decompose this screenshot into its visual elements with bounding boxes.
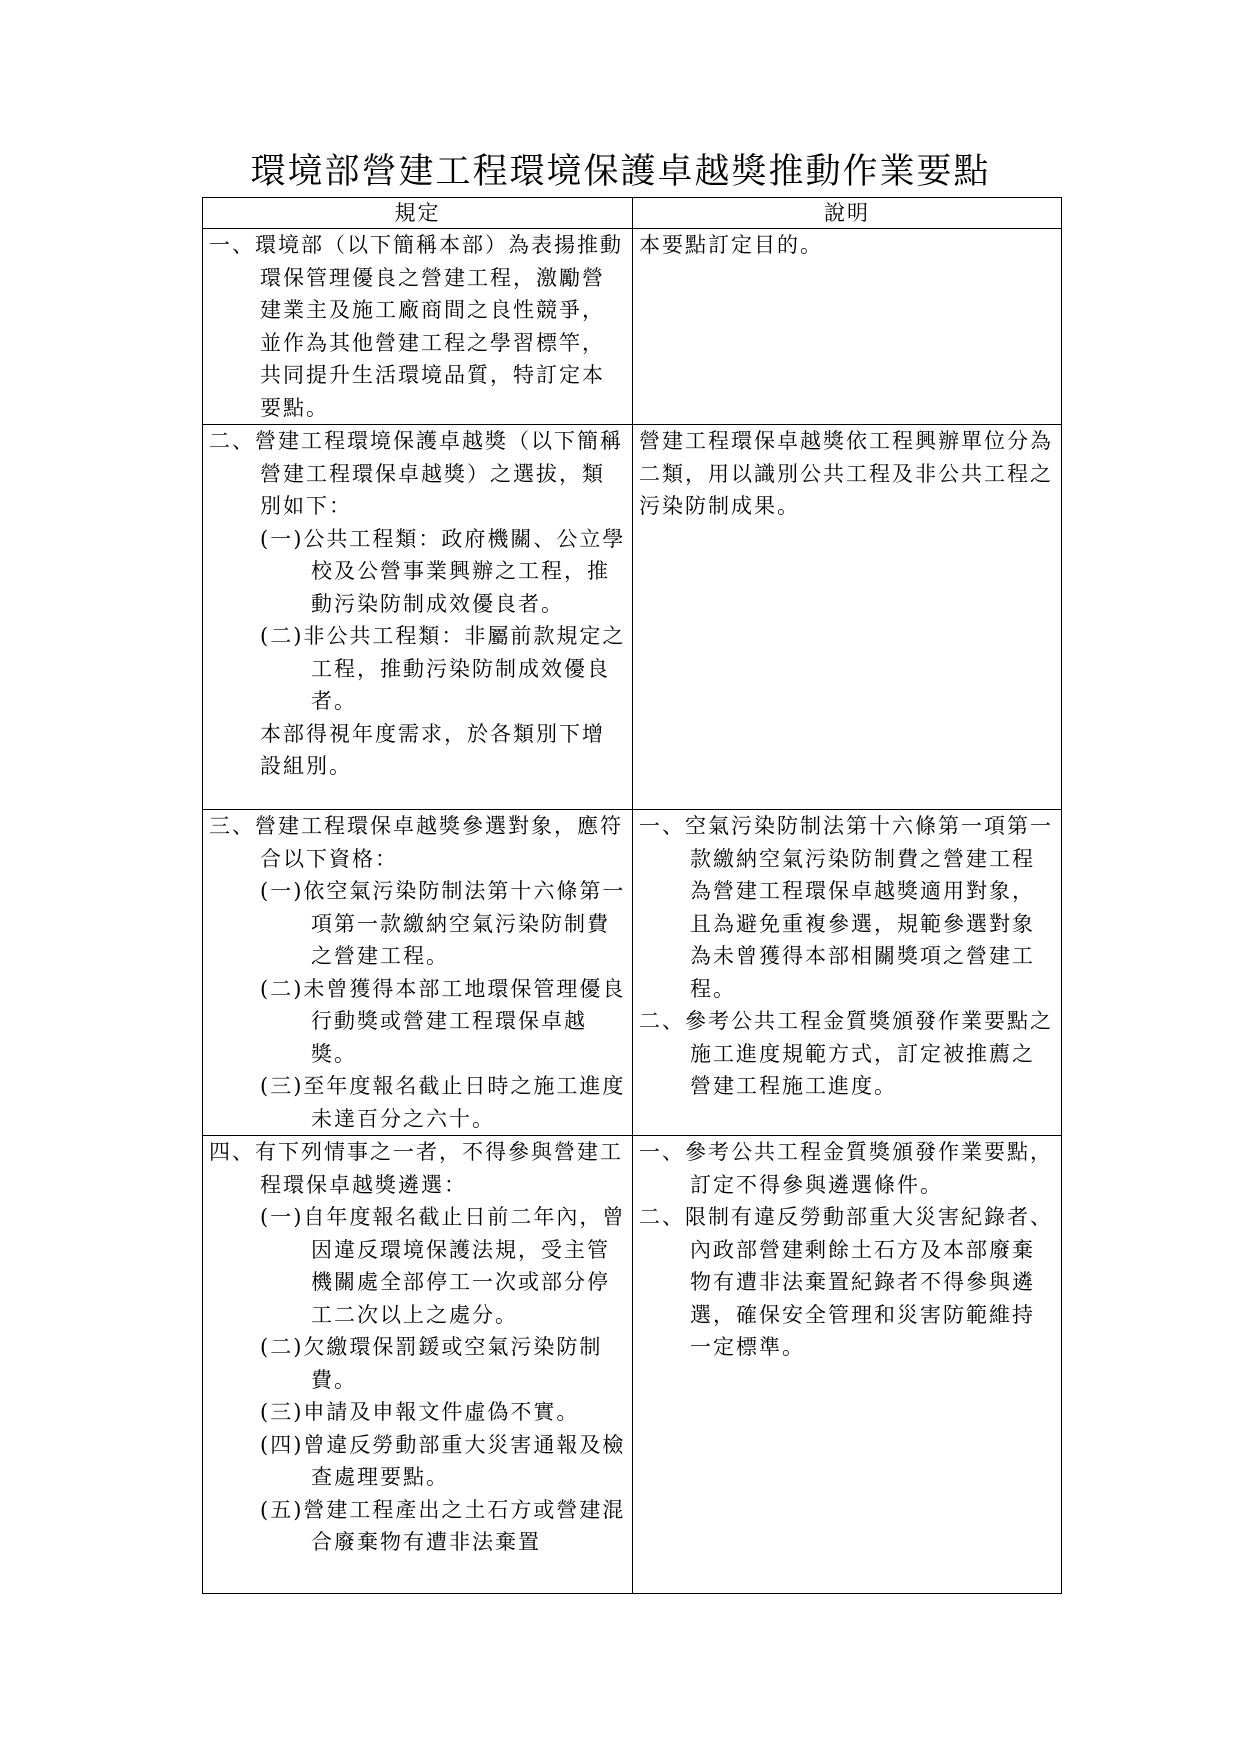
rule-paragraph: (二)非公共工程類：非屬前款規定之工程，推動污染防制成效優良者。: [260, 624, 626, 713]
explanation-paragraph: 二、限制有違反勞動部重大災害紀錄者、內政部營建剩餘土石方及本部廢棄物有遭非法棄置紀錄者不得參與遴選，確保安全管理和災害防範維持一定標準。: [639, 1205, 1053, 1359]
document-title: 環境部營建工程環境保護卓越獎推動作業要點: [250, 152, 991, 192]
rule-paragraph: (三)至年度報名截止日時之施工進度未達百分之六十。: [260, 1074, 626, 1131]
rule-paragraph: 四、有下列情事之一者，不得參與營建工程環保卓越獎遴選：: [209, 1140, 623, 1197]
explanation-cell: [633, 229, 1062, 425]
table-row: [203, 425, 1062, 810]
rule-cell: [203, 425, 633, 810]
rule-paragraph: (二)欠繳環保罰鍰或空氣污染防制費。: [260, 1335, 603, 1392]
table-header-row: [203, 198, 1062, 229]
header-rule: 規定: [203, 198, 633, 229]
rule-paragraph: 本部得視年度需求，於各類別下增設組別。: [260, 721, 605, 778]
table-row: [203, 229, 1062, 425]
rule-paragraph: 二、營建工程環境保護卓越獎（以下簡稱營建工程環保卓越獎）之選拔，類別如下：: [209, 429, 623, 518]
explanation-paragraph: 本要點訂定目的。: [639, 233, 823, 257]
explanation-paragraph: 一、空氣污染防制法第十六條第一項第一款繳納空氣污染防制費之營建工程為營建工程環保卓越獎適用對象，且為避免重複參選，規範參選對象為未曾獲得本部相關獎項之營建工程。: [639, 814, 1053, 1001]
rule-paragraph: (一)依空氣污染防制法第十六條第一項第一款繳納空氣污染防制費之營建工程。: [260, 879, 626, 968]
rule-paragraph: (一)公共工程類：政府機關、公立學校及公營事業興辦之工程，推動污染防制成效優良者。: [260, 526, 626, 616]
rule-cell: [203, 229, 633, 425]
explanation-cell: [633, 425, 1062, 810]
table-row: [203, 810, 1062, 1136]
rule-paragraph: 一、環境部（以下簡稱本部）為表揚推動環保管理優良之營建工程，激勵營建業主及施工廠商間之良性競爭，並作為其他營建工程之學習標竿，共同提升生活環境品質，特訂定本要點。: [209, 233, 623, 420]
explanation-paragraph: 營建工程環保卓越獎依工程興辦單位分為二類，用以識別公共工程及非公共工程之污染防制成果。: [639, 429, 1053, 518]
regulation-table: [202, 197, 1062, 1594]
rule-cell: [203, 810, 633, 1136]
explanation-paragraph: 二、參考公共工程金質獎頒發作業要點之施工進度規範方式，訂定被推薦之營建工程施工進度。: [639, 1009, 1053, 1098]
rule-paragraph: 三、營建工程環保卓越獎參選對象，應符合以下資格：: [209, 814, 623, 871]
rule-paragraph: (三)申請及申報文件虛偽不實。: [260, 1400, 580, 1424]
explanation-paragraph: 一、參考公共工程金質獎頒發作業要點，訂定不得參與遴選條件。: [639, 1140, 1053, 1197]
rule-paragraph: (五)營建工程產出之土石方或營建混合廢棄物有遭非法棄置: [260, 1497, 626, 1554]
explanation-cell: [633, 1136, 1062, 1594]
rule-paragraph: (二)未曾獲得本部工地環保管理優良行動獎或營建工程環保卓越獎。: [260, 976, 626, 1066]
rule-cell: [203, 1136, 633, 1594]
header-explanation: 說明: [633, 198, 1062, 229]
table-row: [203, 1136, 1062, 1594]
rule-paragraph: (四)曾違反勞動部重大災害通報及檢查處理要點。: [260, 1432, 626, 1489]
explanation-cell: [633, 810, 1062, 1136]
rule-paragraph: (一)自年度報名截止日前二年內，曾因違反環境保護法規，受主管機關處全部停工一次或部分停工二次以上之處分。: [260, 1205, 626, 1327]
